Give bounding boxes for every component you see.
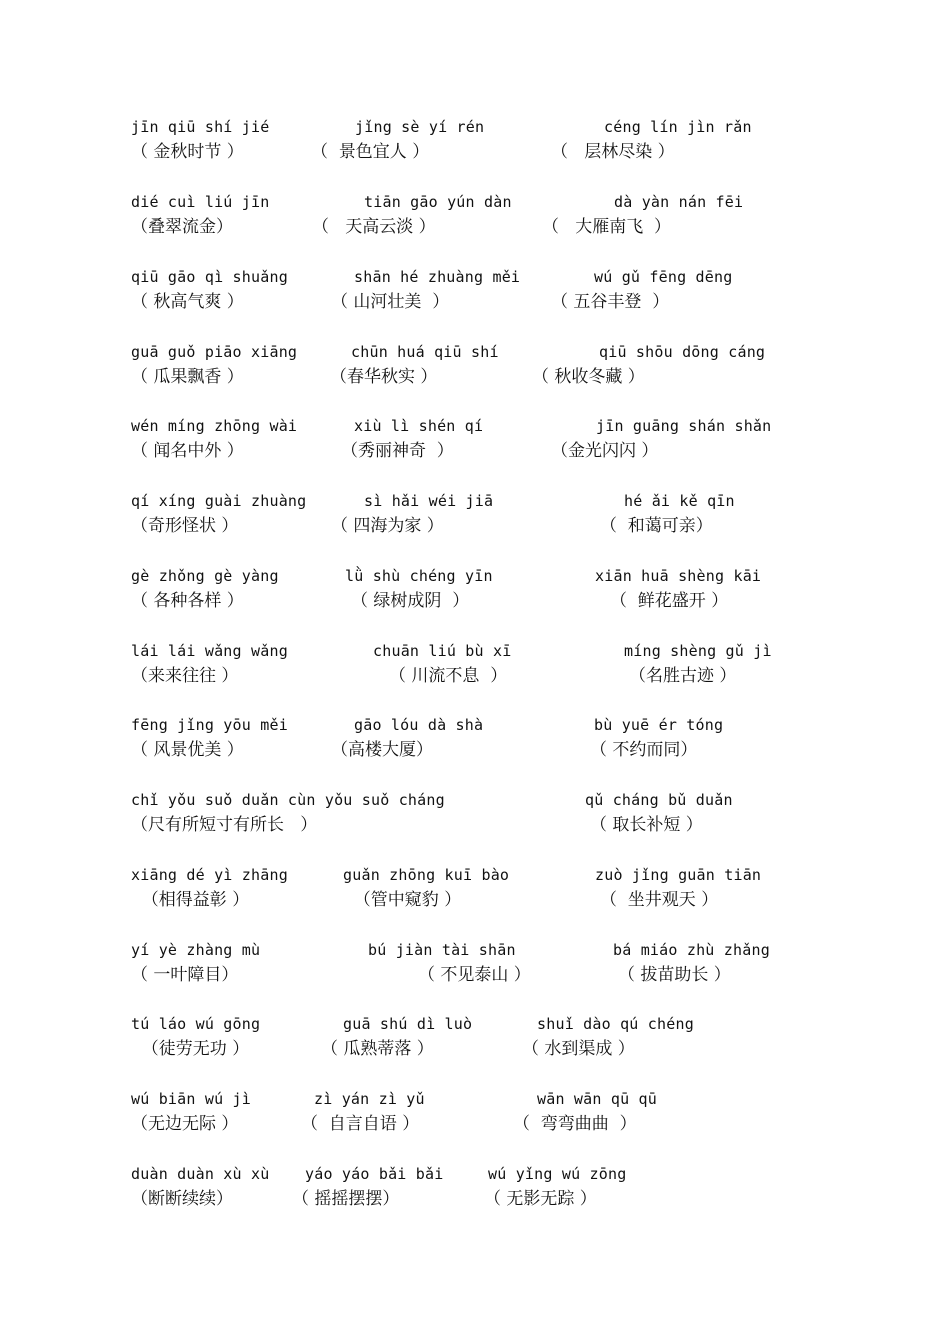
chinese-idiom: （无边无际 ） [131,1114,239,1134]
idiom-item [312,190,512,240]
idiom-item [613,938,770,988]
idiom-item [484,1162,627,1212]
chinese-idiom: （徒劳无功 ） [131,1039,250,1059]
idiom-row-7 [0,564,950,624]
idiom-item [131,340,297,390]
pinyin-text: jīn qiū shí jié [131,118,270,136]
pinyin-text: zì yán zì yǔ [314,1090,425,1108]
idiom-row-4 [0,340,950,400]
chinese-idiom: （ 无影无踪 ） [484,1189,597,1209]
pinyin-text: guā guǒ piāo xiāng [131,343,298,361]
pinyin-text: wú yǐng wú zōng [488,1165,627,1183]
idiom-item [331,713,484,763]
pinyin-text: guǎn zhōng kuī bào [343,866,510,884]
idiom-item [600,489,735,539]
chinese-idiom: （ 大雁南飞 ） [542,217,672,237]
chinese-idiom: （ 金秋时节 ） [131,142,244,162]
idiom-row-11 [0,863,950,923]
idiom-item [542,190,744,240]
idiom-item [373,639,511,689]
pinyin-text: shuǐ dào qú chéng [537,1015,694,1033]
pinyin-text: hé ǎi kě qīn [624,492,735,510]
pinyin-text: chuān liú bù xī [373,642,512,660]
pinyin-text: zuò jǐng guān tiān [595,866,762,884]
pinyin-text: gāo lóu dà shà [354,716,484,734]
idiom-item [595,863,761,913]
idiom-item [331,265,521,315]
idiom-row-1 [0,115,950,175]
pinyin-text: xiān huā shèng kāi [595,567,762,585]
chinese-idiom: （ 闻名中外 ） [131,441,244,461]
chinese-idiom: （ 瓜熟蒂落 ） [321,1039,434,1059]
pinyin-text: dà yàn nán fēi [614,193,744,211]
pinyin-text: bù yuē ér tóng [594,716,724,734]
pinyin-text: wén míng zhōng wài [131,417,298,435]
idiom-item [131,639,288,689]
pinyin-text: xiù lì shén qí [354,417,484,435]
idiom-item [131,115,269,165]
chinese-idiom: （ 景色宜人 ） [311,142,430,162]
idiom-row-3 [0,265,950,325]
chinese-idiom: （ 瓜果飘香 ） [131,367,244,387]
idiom-item [131,1087,251,1137]
chinese-idiom: （ 风景优美 ） [131,740,244,760]
chinese-idiom: （金光闪闪 ） [551,441,659,461]
pinyin-text: sì hǎi wéi jiā [364,492,494,510]
idiom-item [292,1162,444,1212]
idiom-item [131,564,279,614]
chinese-idiom: （名胜古迹 ） [629,666,737,686]
chinese-idiom: （ 自言自语 ） [301,1114,420,1134]
chinese-idiom: （ 坐井观天 ） [600,890,719,910]
chinese-idiom: （ 摇摇摆摆） [292,1189,400,1209]
idiom-item [331,489,494,539]
idiom-item [131,265,288,315]
chinese-idiom: （ 五谷丰登 ） [551,292,670,312]
idiom-item [345,564,493,614]
idiom-item [368,938,531,988]
chinese-idiom: （ 各种各样 ） [131,591,244,611]
chinese-idiom: （ 山河壮美 ） [331,292,450,312]
idiom-row-15 [0,1162,950,1222]
idiom-row-12 [0,938,950,998]
idiom-item [551,115,752,165]
chinese-idiom: （秀丽神奇 ） [341,441,454,461]
idiom-item [131,713,288,763]
idiom-item [131,863,288,913]
idiom-item [551,265,733,315]
chinese-idiom: （ 取长补短 ） [590,815,703,835]
idiom-item [585,788,733,838]
chinese-idiom: （ 秋收冬藏 ） [532,367,645,387]
chinese-idiom: （ 拔苗助长 ） [618,965,731,985]
idiom-item [301,1087,425,1137]
idiom-row-14 [0,1087,950,1147]
idiom-item [595,564,761,614]
pinyin-text: fēng jǐng yōu měi [131,716,288,734]
pinyin-text: yáo yáo bǎi bǎi [305,1165,444,1183]
idiom-row-9 [0,713,950,773]
idiom-item [131,414,297,464]
pinyin-text: bú jiàn tài shān [368,941,516,959]
pinyin-text: tiān gāo yún dàn [364,193,512,211]
chinese-idiom: （ 绿树成阴 ） [351,591,470,611]
idiom-item [624,639,772,689]
chinese-idiom: （ 不见泰山 ） [418,965,531,985]
pinyin-text: lǜ shù chéng yīn [345,567,493,585]
pinyin-text: xiāng dé yì zhāng [131,866,288,884]
pinyin-text: míng shèng gǔ jì [624,642,772,660]
pinyin-text: qiū gāo qì shuǎng [131,268,288,286]
pinyin-text: qí xíng guài zhuàng [131,492,307,510]
pinyin-text: chūn huá qiū shí [351,343,499,361]
chinese-idiom: （ 一叶障目） [131,965,239,985]
pinyin-text: duàn duàn xù xù [131,1165,270,1183]
idiom-row-13 [0,1012,950,1072]
idiom-item [590,713,724,763]
idiom-item [321,1012,473,1062]
chinese-idiom: （断断续续） [131,1189,233,1209]
idiom-item [131,1162,269,1212]
chinese-idiom: （相得益彰 ） [131,890,250,910]
idiom-row-10 [0,788,950,848]
pinyin-text: jīn guāng shán shǎn [596,417,772,435]
pinyin-text: jǐng sè yí rén [355,118,485,136]
pinyin-text: qiū shōu dōng cáng [599,343,766,361]
idiom-item [532,340,766,390]
pinyin-text: yí yè zhàng mù [131,941,261,959]
chinese-idiom: （ 四海为家 ） [331,516,444,536]
idiom-item [341,414,484,464]
pinyin-text: shān hé zhuàng měi [354,268,521,286]
pinyin-text: qǔ cháng bǔ duǎn [585,791,733,809]
chinese-idiom: （ 川流不息 ） [389,666,508,686]
idiom-item [343,863,509,913]
idiom-item [131,1012,260,1062]
idiom-row-6 [0,489,950,549]
chinese-idiom: （尺有所短寸有所长 ） [131,815,318,835]
chinese-idiom: （奇形怪状 ） [131,516,239,536]
chinese-idiom: （ 和蔼可亲） [600,516,713,536]
idiom-item [551,414,772,464]
chinese-idiom: （ 鲜花盛开 ） [610,591,729,611]
chinese-idiom: （ 秋高气爽 ） [131,292,244,312]
idiom-item [330,340,499,390]
chinese-idiom: （ 不约而同） [590,740,698,760]
pinyin-text: guā shú dì luò [343,1015,473,1033]
pinyin-text: céng lín jìn rǎn [604,118,752,136]
idiom-item [131,489,306,539]
pinyin-text: wú biān wú jì [131,1090,251,1108]
chinese-idiom: （春华秋实 ） [330,367,438,387]
pinyin-text: lái lái wǎng wǎng [131,642,288,660]
idiom-item [522,1012,694,1062]
pinyin-text: gè zhǒng gè yàng [131,567,279,585]
idiom-item [513,1087,657,1137]
idiom-item [131,938,260,988]
pinyin-text: wān wān qū qū [537,1090,657,1108]
chinese-idiom: （ 层林尽染 ） [551,142,675,162]
chinese-idiom: （叠翠流金） [131,217,233,237]
pinyin-text: chǐ yǒu suǒ duǎn cùn yǒu suǒ cháng [131,791,445,809]
chinese-idiom: （高楼大厦） [331,740,433,760]
chinese-idiom: （ 弯弯曲曲 ） [513,1114,637,1134]
pinyin-text: tú láo wú gōng [131,1015,261,1033]
idiom-row-2 [0,190,950,250]
idiom-row-5 [0,414,950,474]
chinese-idiom: （管中窥豹 ） [343,890,462,910]
pinyin-text: wú gǔ fēng dēng [594,268,733,286]
chinese-idiom: （ 水到渠成 ） [522,1039,635,1059]
idiom-item [311,115,485,165]
pinyin-text: bá miáo zhù zhǎng [613,941,770,959]
idiom-row-8 [0,639,950,699]
chinese-idiom: （来来往往 ） [131,666,239,686]
idiom-item [131,788,445,838]
chinese-idiom: （ 天高云淡 ） [312,217,436,237]
idiom-item [131,190,269,240]
pinyin-text: dié cuì liú jīn [131,193,270,211]
